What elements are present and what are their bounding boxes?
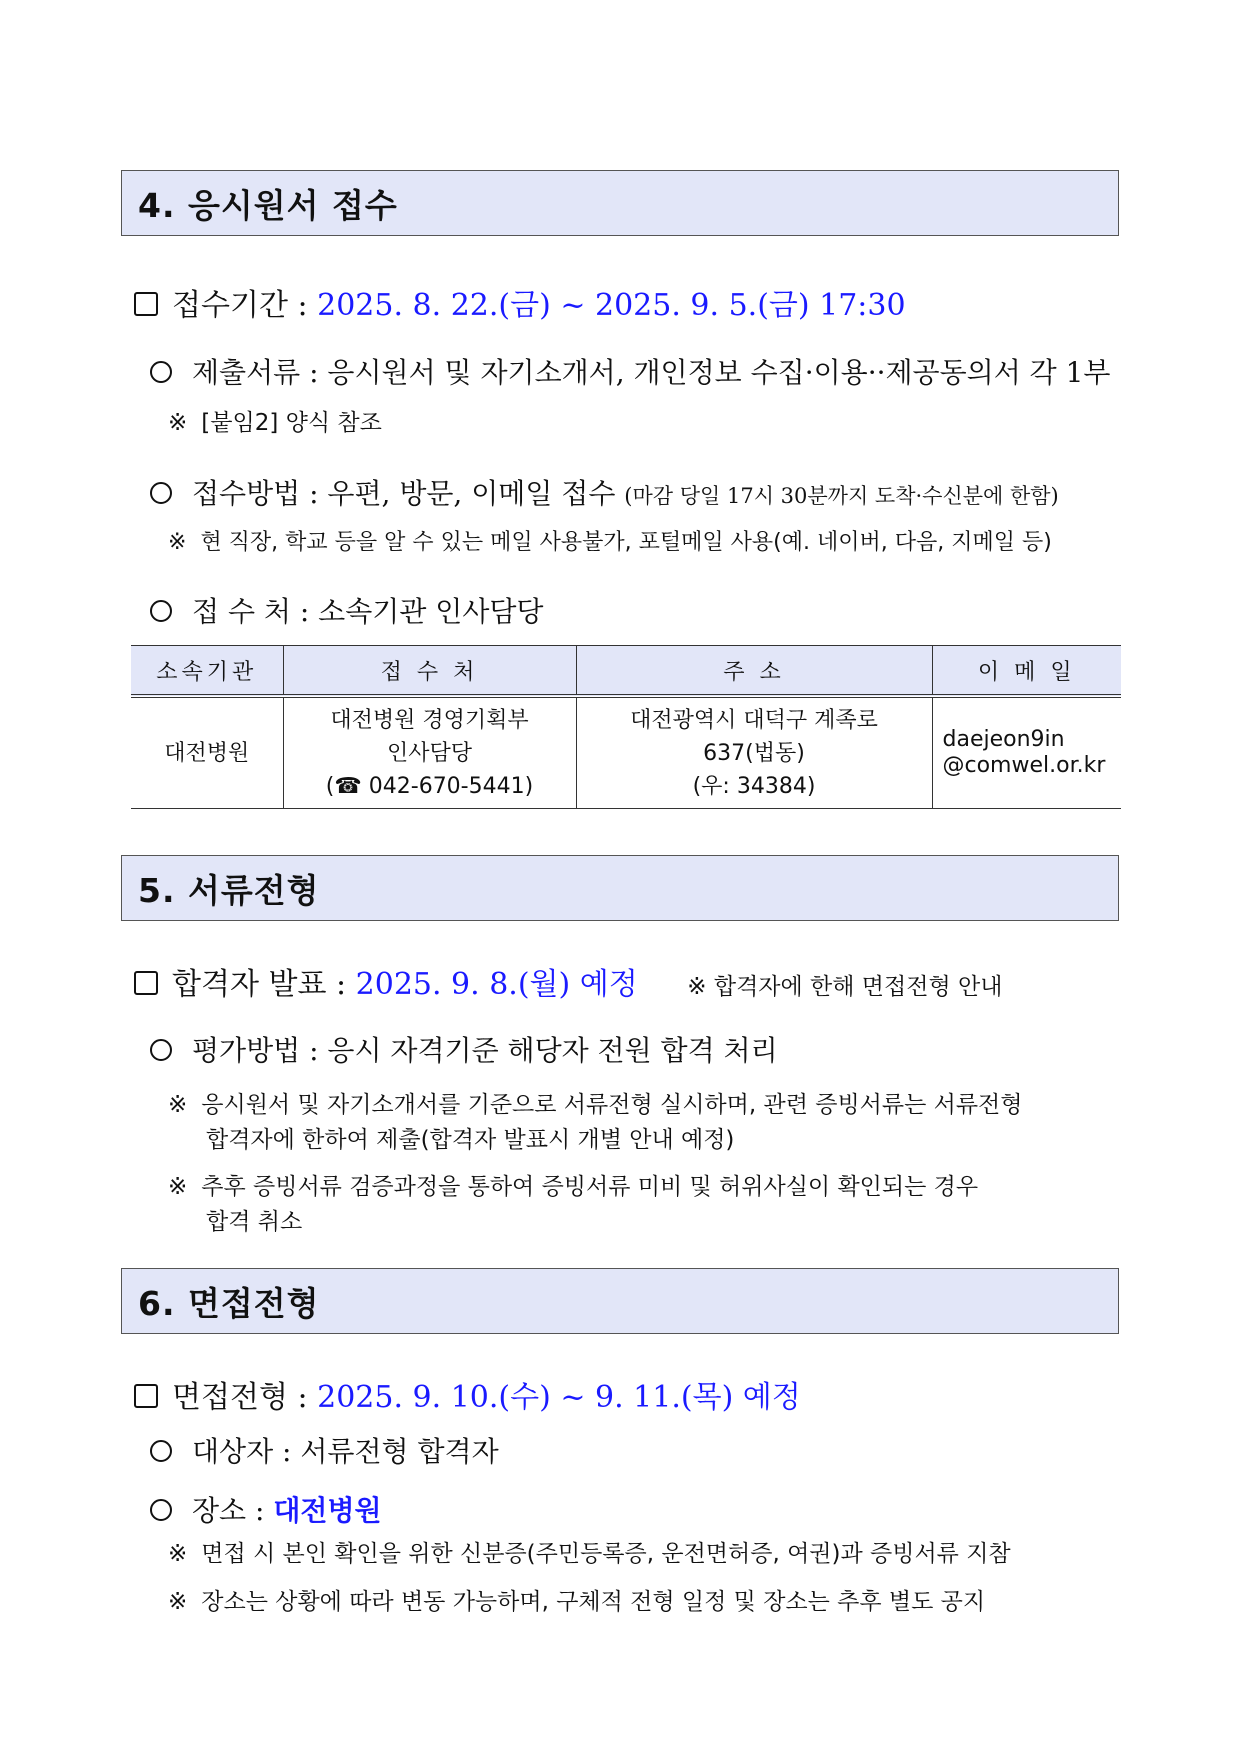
venue-line <box>150 1489 382 1529</box>
recv-phone: (☎ 042-670-5441) <box>325 773 534 799</box>
period-label: 접수기간 : <box>172 288 308 323</box>
sec5-note-2b: 합격 취소 <box>206 1209 303 1235</box>
target-text: 대상자 : 서류전형 합격자 <box>192 1435 499 1468</box>
sec6-note-2 <box>168 1583 985 1616</box>
table-header-row <box>131 646 1121 697</box>
checkbox-square-icon <box>134 971 158 995</box>
note-mark-icon: ※ <box>168 530 187 555</box>
interview-value: 2025. 9. 10.(수) ~ 9. 11.(목) 예정 <box>317 1380 801 1415</box>
table-row <box>131 696 1121 809</box>
circle-bullet-icon <box>150 361 172 383</box>
recv-line-2: 인사담당 <box>386 740 472 766</box>
section-5-header <box>121 855 1119 921</box>
reception-table <box>131 645 1121 809</box>
note-mark-icon: ※ <box>168 1541 188 1567</box>
method-note-text: 현 직장, 학교 등을 알 수 있는 메일 사용불가, 포털메일 사용(예. 네이버, 다음, 지메일 등) <box>200 530 1052 555</box>
announce-value: 2025. 9. 8.(월) 예정 <box>355 967 638 1002</box>
sec6-note-2-text: 장소는 상황에 따라 변동 가능하며, 구체적 전형 일정 및 장소는 추후 별도 공지 <box>201 1589 986 1615</box>
section-6-header <box>121 1268 1119 1334</box>
docs-note <box>168 404 382 437</box>
period-value: 2025. 8. 22.(금) ~ 2025. 9. 5.(금) 17:30 <box>317 288 906 323</box>
announce-label: 합격자 발표 : <box>172 967 347 1002</box>
section-4-title: 4. 응시원서 접수 <box>138 185 398 225</box>
org-cell: 대전병원 <box>131 696 283 809</box>
place-line <box>150 590 543 630</box>
interview-line <box>134 1372 801 1416</box>
eval-text: 평가방법 : 응시 자격기준 해당자 전원 합격 처리 <box>192 1034 778 1067</box>
section-6-title: 6. 면접전형 <box>138 1283 320 1323</box>
sec5-note-2 <box>168 1168 978 1201</box>
note-mark-icon: ※ <box>168 1092 188 1118</box>
venue-value: 대전병원 <box>273 1494 382 1527</box>
circle-bullet-icon <box>150 1039 172 1061</box>
table-header: 주 소 <box>576 646 932 697</box>
address-cell <box>576 696 932 809</box>
method-note <box>168 525 1052 556</box>
circle-bullet-icon <box>150 600 172 622</box>
table-header: 이 메 일 <box>932 646 1121 697</box>
eval-line <box>150 1029 778 1069</box>
sec6-note-1 <box>168 1535 1011 1568</box>
sec5-note-2a: 추후 증빙서류 검증과정을 통하여 증빙서류 미비 및 허위사실이 확인되는 경우 <box>201 1174 979 1200</box>
circle-bullet-icon <box>150 1499 172 1521</box>
email-line-1: daejeon9in <box>942 727 1065 752</box>
email-line-2: @comwel.or.kr <box>942 753 1106 778</box>
method-small-text: (마감 당일 17시 30분까지 도착·수신분에 한함) <box>624 484 1059 508</box>
target-line <box>150 1430 499 1470</box>
sec5-note-1a: 응시원서 및 자기소개서를 기준으로 서류전형 실시하며, 관련 증빙서류는 서류전형 <box>201 1092 1023 1118</box>
docs-line <box>150 351 1110 391</box>
table-header: 소속기관 <box>131 646 283 697</box>
section-5-title: 5. 서류전형 <box>138 870 320 910</box>
sec6-note-1-text: 면접 시 본인 확인을 위한 신분증(주민등록증, 운전면허증, 여권)과 증빙서류 지참 <box>201 1541 1011 1567</box>
note-mark-icon: ※ <box>168 1174 188 1200</box>
method-text: 접수방법 : 우편, 방문, 이메일 접수 <box>192 477 616 510</box>
addr-line-2: 637(법동) <box>703 740 805 766</box>
section-4-header <box>121 170 1119 236</box>
method-line <box>150 472 1059 512</box>
circle-bullet-icon <box>150 1440 172 1462</box>
recv-line-1: 대전병원 경영기획부 <box>330 707 529 733</box>
email-cell <box>932 696 1121 809</box>
interview-label: 면접전형 : <box>172 1380 308 1415</box>
venue-label: 장소 : <box>192 1494 265 1527</box>
announce-note: ※ 합격자에 한해 면접전형 안내 <box>687 974 1003 1000</box>
addr-line-3: (우: 34384) <box>692 773 816 799</box>
addr-line-1: 대전광역시 대덕구 계족로 <box>630 707 878 733</box>
announce-line <box>134 959 1002 1003</box>
sec5-note-1 <box>168 1086 1023 1119</box>
checkbox-square-icon <box>134 292 158 316</box>
circle-bullet-icon <box>150 482 172 504</box>
note-mark-icon: ※ <box>168 410 188 436</box>
sec5-note-1b: 합격자에 한하여 제출(합격자 발표시 개별 안내 예정) <box>206 1127 735 1153</box>
period-line <box>134 280 906 324</box>
checkbox-square-icon <box>134 1384 158 1408</box>
recv-cell <box>283 696 576 809</box>
note-mark-icon: ※ <box>168 1589 188 1615</box>
place-text: 접 수 처 : 소속기관 인사담당 <box>192 595 544 628</box>
docs-note-text: [붙임2] 양식 참조 <box>201 410 382 436</box>
docs-text: 제출서류 : 응시원서 및 자기소개서, 개인정보 수집·이용··제공동의서 각 1부 <box>192 356 1111 389</box>
table-header: 접 수 처 <box>283 646 576 697</box>
